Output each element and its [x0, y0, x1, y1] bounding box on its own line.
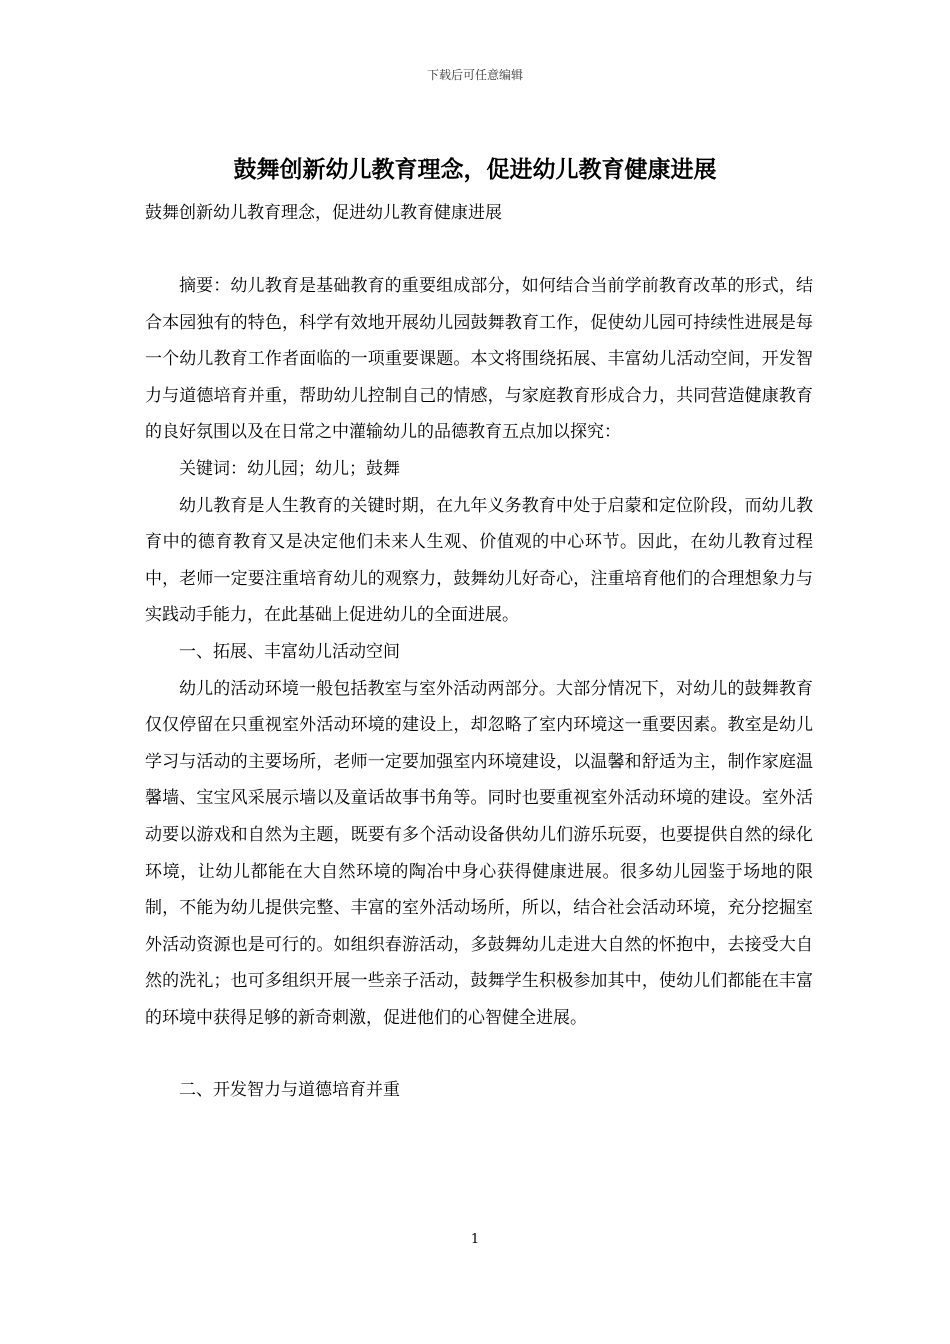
keywords-paragraph: 关键词：幼儿园；幼儿；鼓舞 [179, 458, 400, 479]
intro-paragraph: 幼儿教育是人生教育的关键时期，在九年义务教育中处于启蒙和定位阶段，而幼儿教育中的德育教育又是决定他们未来人生观、价值观的中心环节。因此，在幼儿教育过程中，老师一定要注重培育幼儿的观察力，鼓舞幼儿好奇心，注重培育他们的合理想象力与实践动手能力，在此基础上促进幼儿的全面进展。 [145, 495, 813, 626]
document-title: 鼓舞创新幼儿教育理念，促进幼儿教育健康进展 [233, 156, 717, 183]
page-header: 下载后可任意编辑 [426, 68, 523, 82]
page-number: 1 [470, 1232, 480, 1247]
section-heading-2: 二、开发智力与道德培育并重 [179, 1080, 400, 1101]
document-subtitle: 鼓舞创新幼儿教育理念，促进幼儿教育健康进展 [145, 203, 502, 223]
section-1-paragraph: 幼儿的活动环境一般包括教室与室外活动两部分。大部分情况下，对幼儿的鼓舞教育仅仅停留在只重视室外活动环境的建设上，却忽略了室内环境这一重要因素。教室是幼儿学习与活动的主要场所，老师一定要加强室内环境建设，以温馨和舒适为主，制作家庭温馨墙、宝宝风采展示墙以及童话故事书角等。同时也要重视室外活动环境的建设。室外活动要以游戏和自然为主题，既要有多个活动设备供幼儿们游乐玩耍，也要提供自然的绿化环境，让幼儿都能在大自然环境的陶冶中身心获得健康进展。很多幼儿园鉴于场地的限制，不能为幼儿提供完整、丰富的室外活动场所，所以，结合社会活动环境，充分挖掘室外活动资源也是可行的。如组织春游活动，多鼓舞幼儿走进大自然的怀抱中，去接受大自然的洗礼；也可多组织开展一些亲子活动，鼓舞学生积极参加其中，使幼儿们都能在丰富的环境中获得足够的新奇刺激，促进他们的心智健全进展。 [145, 678, 813, 1028]
document-body [145, 268, 813, 1109]
abstract-paragraph: 摘要：幼儿教育是基础教育的重要组成部分，如何结合当前学前教育改革的形式，结合本园独有的特色，科学有效地开展幼儿园鼓舞教育工作，促使幼儿园可持续性进展是每一个幼儿教育工作者面临的一项重要课题。本文将围绕拓展、丰富幼儿活动空间，开发智力与道德培育并重，帮助幼儿控制自己的情感，与家庭教育形成合力，共同营造健康教育的良好氛围以及在日常之中灌输幼儿的品德教育五点加以探究： [145, 276, 813, 443]
section-heading-1: 一、拓展、丰富幼儿活动空间 [179, 641, 400, 662]
